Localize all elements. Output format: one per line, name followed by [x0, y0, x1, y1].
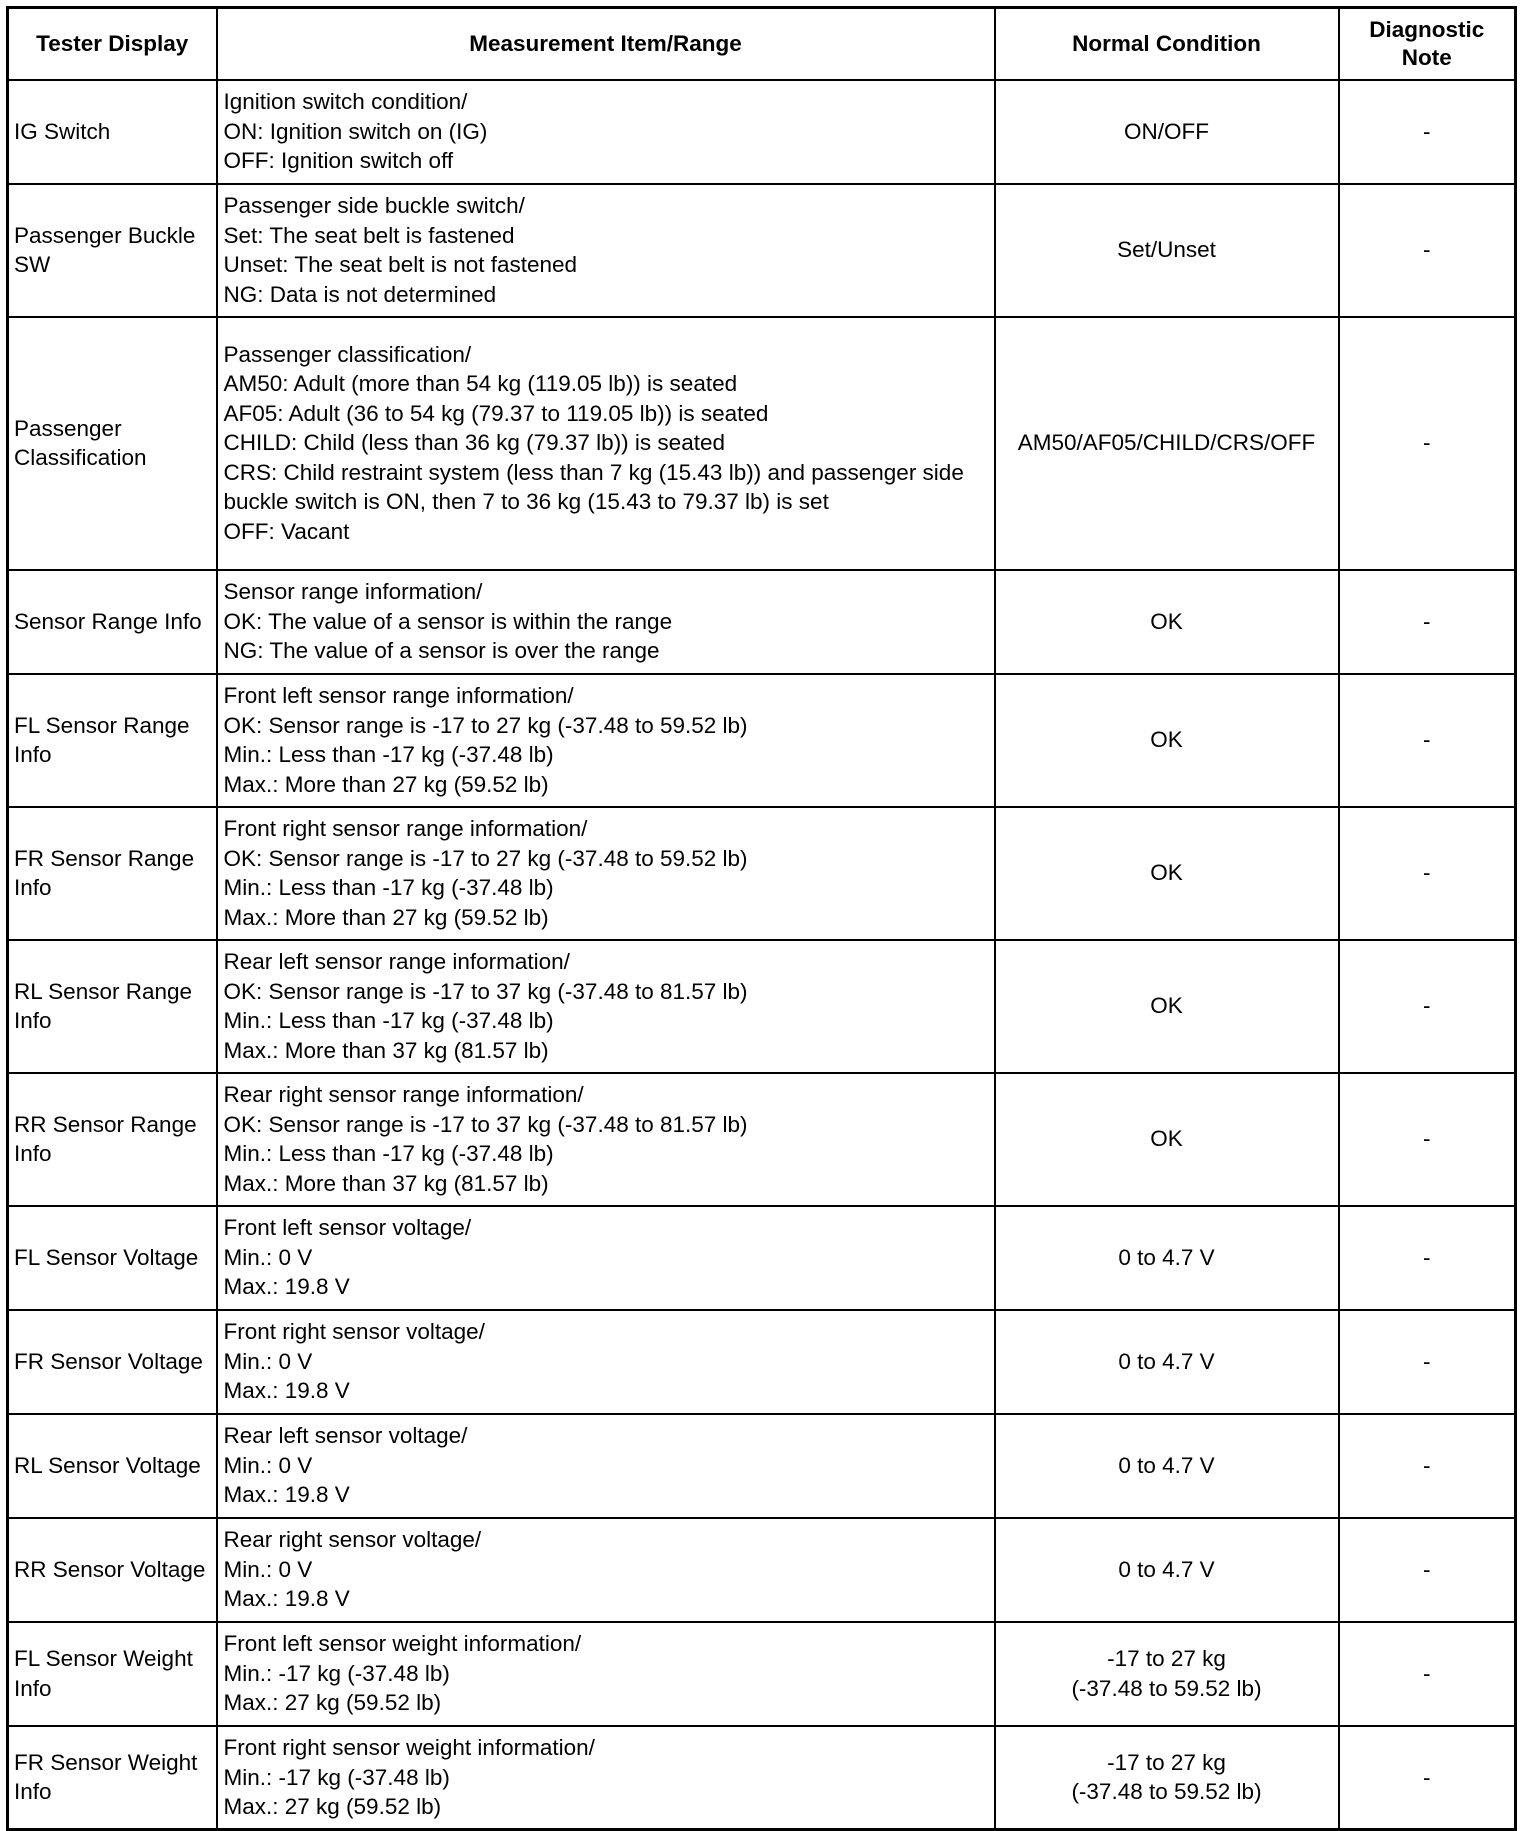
measurement-cell: Rear left sensor range information/ OK: Sensor range is -17 to 37 kg (-37.48 to 81.57 lb) Min.: Less than -17 kg (-37.48 lb) Max.: More than 37 kg (81.57 lb)	[217, 940, 995, 1073]
measurement-cell: Front right sensor voltage/ Min.: 0 V Max.: 19.8 V	[217, 1310, 995, 1414]
normal-condition-cell: 0 to 4.7 V	[995, 1518, 1339, 1622]
normal-condition-cell: 0 to 4.7 V	[995, 1414, 1339, 1518]
diagnostic-note-cell: -	[1339, 570, 1516, 674]
table-row	[8, 674, 1516, 807]
header-row	[8, 8, 1516, 80]
table-row	[8, 1310, 1516, 1414]
normal-condition-cell: AM50/AF05/CHILD/CRS/OFF	[995, 317, 1339, 570]
diagnostic-note-cell: -	[1339, 1073, 1516, 1206]
tester-display-cell: FR Sensor Weight Info	[8, 1726, 217, 1830]
measurement-cell: Rear left sensor voltage/ Min.: 0 V Max.: 19.8 V	[217, 1414, 995, 1518]
normal-condition-cell: 0 to 4.7 V	[995, 1310, 1339, 1414]
normal-condition-cell: OK	[995, 570, 1339, 674]
measurement-cell: Passenger classification/ AM50: Adult (more than 54 kg (119.05 lb)) is seated AF05: Adult (36 to 54 kg (79.37 to 119.05 lb)) is seated CHILD: Child (less than 36 kg (79.37 lb)) is seated CRS: Child restraint system (less than 7 kg (15.43 lb)) and passenger side buckle switch is ON, then 7 to 36 kg (15.43 to 79.37 lb) is set OFF: Vacant	[217, 317, 995, 570]
header-diagnostic-note: Diagnostic Note	[1339, 8, 1516, 80]
table-row	[8, 1622, 1516, 1726]
table-row	[8, 1414, 1516, 1518]
table-row	[8, 1518, 1516, 1622]
measurement-cell: Sensor range information/ OK: The value of a sensor is within the range NG: The value of a sensor is over the range	[217, 570, 995, 674]
measurement-cell: Front left sensor voltage/ Min.: 0 V Max.: 19.8 V	[217, 1206, 995, 1310]
normal-condition-cell: -17 to 27 kg (-37.48 to 59.52 lb)	[995, 1622, 1339, 1726]
table-row	[8, 940, 1516, 1073]
tester-display-cell: FL Sensor Voltage	[8, 1206, 217, 1310]
tester-display-cell: FL Sensor Range Info	[8, 674, 217, 807]
diagnostic-note-cell: -	[1339, 1206, 1516, 1310]
tester-display-cell: FR Sensor Voltage	[8, 1310, 217, 1414]
tester-display-cell: Passenger Buckle SW	[8, 184, 217, 317]
measurement-cell: Rear right sensor range information/ OK: Sensor range is -17 to 37 kg (-37.48 to 81.57 lb) Min.: Less than -17 kg (-37.48 lb) Max.: More than 37 kg (81.57 lb)	[217, 1073, 995, 1206]
normal-condition-cell: 0 to 4.7 V	[995, 1206, 1339, 1310]
normal-condition-cell: Set/Unset	[995, 184, 1339, 317]
diagnostic-note-cell: -	[1339, 1518, 1516, 1622]
table-row	[8, 807, 1516, 940]
diagnostic-note-cell: -	[1339, 940, 1516, 1073]
measurement-cell: Front right sensor weight information/ Min.: -17 kg (-37.48 lb) Max.: 27 kg (59.52 lb)	[217, 1726, 995, 1830]
tester-display-cell: FR Sensor Range Info	[8, 807, 217, 940]
measurement-cell: Front right sensor range information/ OK: Sensor range is -17 to 27 kg (-37.48 to 59.52 lb) Min.: Less than -17 kg (-37.48 lb) Max.: More than 27 kg (59.52 lb)	[217, 807, 995, 940]
diagnostic-note-cell: -	[1339, 807, 1516, 940]
measurement-cell: Passenger side buckle switch/ Set: The seat belt is fastened Unset: The seat belt is not fastened NG: Data is not determined	[217, 184, 995, 317]
normal-condition-cell: OK	[995, 940, 1339, 1073]
table-row	[8, 1073, 1516, 1206]
tester-display-cell: RL Sensor Range Info	[8, 940, 217, 1073]
normal-condition-cell: OK	[995, 807, 1339, 940]
measurement-cell: Front left sensor range information/ OK: Sensor range is -17 to 27 kg (-37.48 to 59.52 lb) Min.: Less than -17 kg (-37.48 lb) Max.: More than 27 kg (59.52 lb)	[217, 674, 995, 807]
header-measurement: Measurement Item/Range	[217, 8, 995, 80]
tester-display-cell: RL Sensor Voltage	[8, 1414, 217, 1518]
table-row	[8, 80, 1516, 184]
tester-display-cell: FL Sensor Weight Info	[8, 1622, 217, 1726]
table-row	[8, 1726, 1516, 1830]
diagnostic-note-cell: -	[1339, 317, 1516, 570]
normal-condition-cell: OK	[995, 1073, 1339, 1206]
diagnostic-note-cell: -	[1339, 1310, 1516, 1414]
table-row	[8, 1206, 1516, 1310]
tester-display-cell: Sensor Range Info	[8, 570, 217, 674]
normal-condition-cell: -17 to 27 kg (-37.48 to 59.52 lb)	[995, 1726, 1339, 1830]
tester-display-cell: Passenger Classification	[8, 317, 217, 570]
measurement-cell: Rear right sensor voltage/ Min.: 0 V Max.: 19.8 V	[217, 1518, 995, 1622]
tester-display-cell: RR Sensor Voltage	[8, 1518, 217, 1622]
table-row	[8, 184, 1516, 317]
normal-condition-cell: ON/OFF	[995, 80, 1339, 184]
tester-display-cell: IG Switch	[8, 80, 217, 184]
data-list-table	[6, 6, 1517, 1831]
normal-condition-cell: OK	[995, 674, 1339, 807]
table-row	[8, 317, 1516, 570]
diagnostic-note-cell: -	[1339, 1414, 1516, 1518]
diagnostic-note-cell: -	[1339, 80, 1516, 184]
measurement-cell: Ignition switch condition/ ON: Ignition switch on (IG) OFF: Ignition switch off	[217, 80, 995, 184]
measurement-cell: Front left sensor weight information/ Min.: -17 kg (-37.48 lb) Max.: 27 kg (59.52 lb)	[217, 1622, 995, 1726]
diagnostic-note-cell: -	[1339, 674, 1516, 807]
header-normal-condition: Normal Condition	[995, 8, 1339, 80]
tester-display-cell: RR Sensor Range Info	[8, 1073, 217, 1206]
diagnostic-note-cell: -	[1339, 184, 1516, 317]
diagnostic-note-cell: -	[1339, 1726, 1516, 1830]
diagnostic-note-cell: -	[1339, 1622, 1516, 1726]
header-tester-display: Tester Display	[8, 8, 217, 80]
table-row	[8, 570, 1516, 674]
